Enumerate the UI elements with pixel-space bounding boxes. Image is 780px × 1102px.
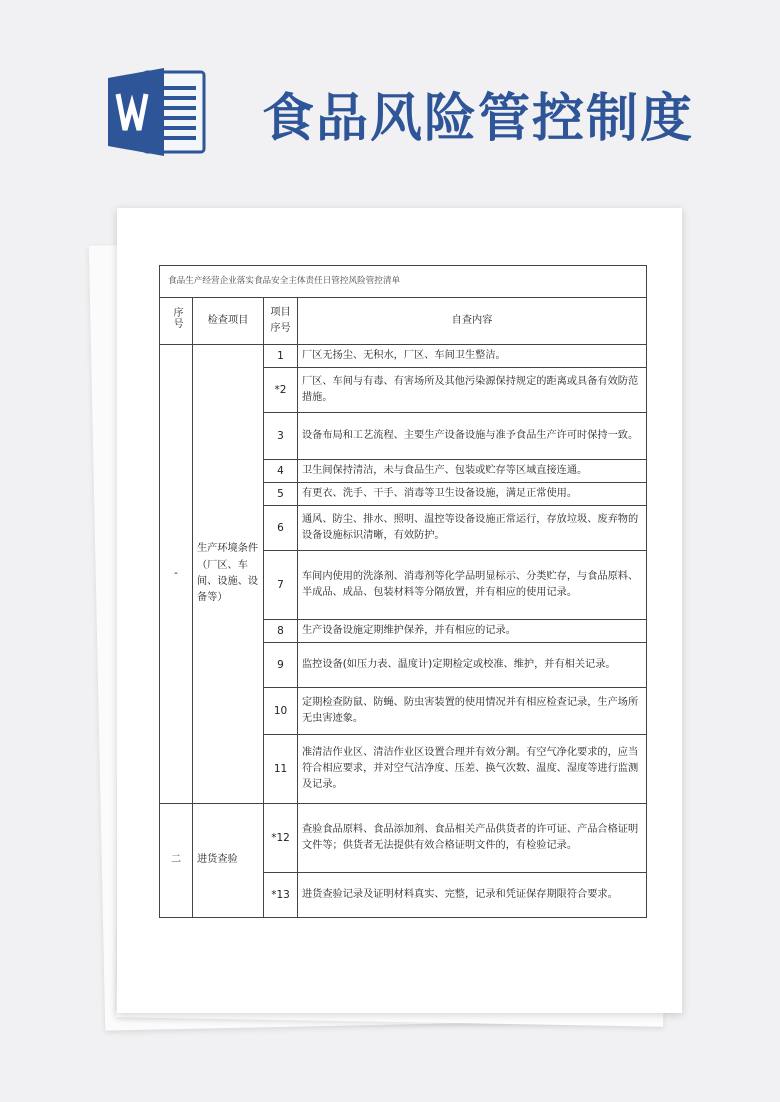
row-number: 1 (264, 345, 298, 368)
row-content: 有更衣、洗手、干手、消毒等卫生设备设施，满足正常使用。 (298, 483, 647, 506)
row-content: 厂区、车间与有毒、有害场所及其他污染源保持规定的距离或具备有效防范措施。 (298, 368, 647, 413)
section-item: 生产环境条件（厂区、车间、设施、设备等） (193, 345, 264, 804)
row-content: 厂区无扬尘、无积水，厂区、车间卫生整洁。 (298, 345, 647, 368)
row-number: 11 (264, 735, 298, 804)
row-content: 进货查验记录及证明材料真实、完整，记录和凭证保存期限符合要求。 (298, 873, 647, 918)
column-header-item-no: 项目序号 (264, 298, 298, 345)
row-number: *12 (264, 804, 298, 873)
word-icon (108, 66, 208, 158)
caption-row (160, 266, 647, 298)
column-header-item: 检查项目 (193, 298, 264, 345)
row-number: 10 (264, 688, 298, 735)
row-content: 监控设备(如压力表、温度计)定期检定或校准、维护，并有相关记录。 (298, 643, 647, 688)
table-row (160, 804, 647, 873)
row-number: 5 (264, 483, 298, 506)
row-content: 生产设备设施定期维护保养，并有相应的记录。 (298, 620, 647, 643)
section-index: 二 (160, 804, 193, 918)
column-header-index: 序号 (160, 298, 193, 345)
header-row (160, 298, 647, 345)
table-row (160, 345, 647, 368)
header-banner (0, 0, 780, 200)
row-content: 定期检查防鼠、防蝇、防虫害装置的使用情况并有相应检查记录，生产场所无虫害迹象。 (298, 688, 647, 735)
page-title: 食品风险管控制度 (262, 88, 695, 149)
row-number: *13 (264, 873, 298, 918)
row-content: 通风、防尘、排水、照明、温控等设备设施正常运行，存放垃圾、废弃物的设备设施标识清晰，有效防护。 (298, 506, 647, 551)
row-content: 车间内使用的洗涤剂、消毒剂等化学品明显标示、分类贮存，与食品原料、半成品、成品、包装材料等分隔放置，并有相应的使用记录。 (298, 551, 647, 620)
row-number: 8 (264, 620, 298, 643)
row-number: 9 (264, 643, 298, 688)
table-caption: 食品生产经营企业落实食品安全主体责任日管控风险管控清单 (160, 266, 647, 298)
row-number: 4 (264, 460, 298, 483)
checklist-table (159, 265, 647, 918)
row-number: 7 (264, 551, 298, 620)
row-content: 卫生间保持清洁，未与食品生产、包装或贮存等区域直接连通。 (298, 460, 647, 483)
row-number: *2 (264, 368, 298, 413)
column-header-content: 自查内容 (298, 298, 647, 345)
row-content: 设备布局和工艺流程、主要生产设备设施与准予食品生产许可时保持一致。 (298, 413, 647, 460)
row-number: 3 (264, 413, 298, 460)
row-number: 6 (264, 506, 298, 551)
row-content: 查验食品原料、食品添加剂、食品相关产品供货者的许可证、产品合格证明文件等；供货者无法提供有效合格证明文件的，有检验记录。 (298, 804, 647, 873)
document-page (117, 208, 682, 1013)
row-content: 准清洁作业区、清洁作业区设置合理并有效分割。有空气净化要求的，应当符合相应要求，并对空气洁净度、压差、换气次数、温度、湿度等进行监测及记录。 (298, 735, 647, 804)
section-index: - (160, 345, 193, 804)
section-item: 进货查验 (193, 804, 264, 918)
